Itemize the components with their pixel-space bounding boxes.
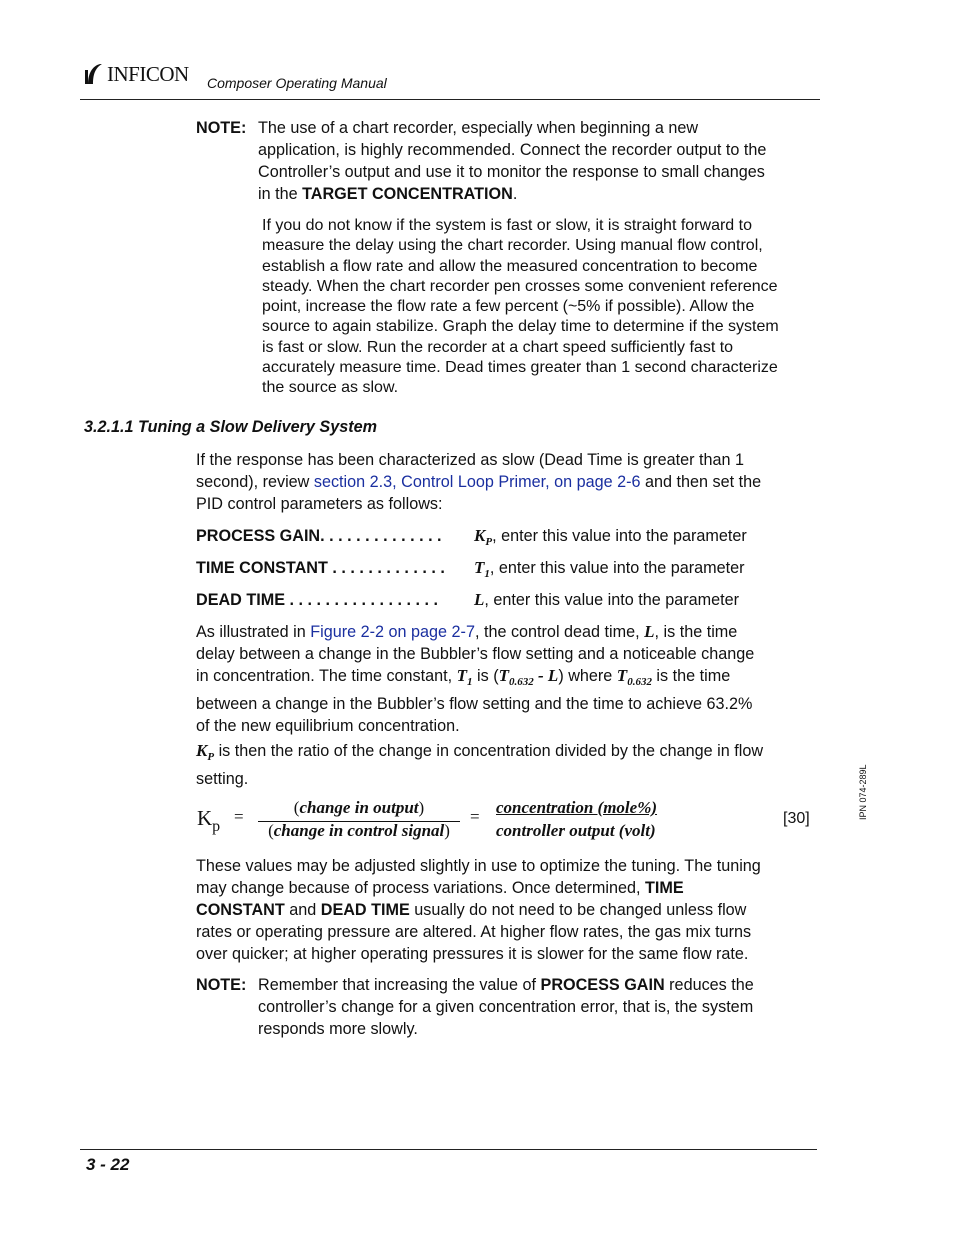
link-control-loop-primer[interactable]: section 2.3, Control Loop Primer, on page 2-6 [313, 473, 641, 491]
page-number: 3 - 22 [86, 1155, 130, 1174]
paragraph-chart-recorder: If you do not know if the system is fast or slow, it is straight forward to measure the delay using the chart recorder. Using manual flow control, establish a flow rate and allow the measured concentration to become steady. When the chart recorder pen crosses some convenient reference point, increase the flow rate a few percent (~5% if possible). Allow the source to again stabilize. Graph the delay time to determine if the system is fast or slow. Run the recorder at a chart speed sufficiently fast to accurately measure time. Dead times greater than 1 second characterize the source as slow. [262, 217, 779, 397]
footer-rule [80, 1149, 817, 1150]
param-dead-time: DEAD TIME . . . . . . . . . . . . . . . . . L, enter this value into the parameter [196, 590, 740, 609]
link-figure-2-2[interactable]: Figure 2-2 on page 2-7 [310, 623, 475, 641]
equation-numerator-1: (change in output) [293, 798, 425, 817]
header-rule [80, 99, 820, 100]
note1-body: The use of a chart recorder, especially when beginning a new application, is highly recommended. Connect the recorder output to the Controller’s output and use it to monitor the response to small changes in the TARGET CONCENTRATION. [258, 119, 767, 203]
equation-equals-2: = [470, 807, 480, 826]
equation-numerator-2: concentration (mole%) [496, 798, 658, 817]
inficon-mark-icon [84, 62, 104, 86]
logo-text: INFICON [107, 61, 189, 86]
section-heading: 3.2.1.1 Tuning a Slow Delivery System [84, 418, 377, 436]
paragraph-dead-time: As illustrated in Figure 2-2 on page 2-7, the control dead time, L, is the time delay between a change in the Bubbler’s flow setting and a noticeable change in concentration. The time constant, $T_1$ is $(T_{0.632} - L)$ where $T_{0.632}$ is the time between a change in the Bubbler’s flow setting and the time to achieve 63.2% of the new equilibrium concentration. [196, 622, 755, 735]
ipn-label: IPN 074-289L [858, 764, 868, 820]
paragraph-tuning-adjustment: These values may be adjusted slightly in use to optimize the tuning. The tuning may change because of process variations. Once determined, TIME CONSTANT and DEAD TIME usually do not need to be changed unless flow rates or operating pressure are altered. At higher flow rates, the gas mix turns over quicker; at higher operating pressures it is slower for the same flow rate. [196, 857, 761, 963]
equation-equals-1: = [234, 807, 244, 826]
equation-denominator-2: controller output (volt) [496, 821, 656, 840]
paragraph-kp-ratio: $K_P$ is then the ratio of the change in concentration divided by the change in flow setting. [196, 741, 764, 788]
param-process-gain: PROCESS GAIN. . . . . . . . . . . . . . $K_P$, enter this value into the parameter [196, 526, 747, 548]
param-time-constant: TIME CONSTANT . . . . . . . . . . . . . $T_1$, enter this value into the parameter [196, 558, 745, 580]
equation-denominator-1: (change in control signal) [268, 821, 450, 840]
note1-label: NOTE: [196, 119, 247, 137]
equation-number: [30] [783, 810, 810, 827]
note2-body: Remember that increasing the value of PROCESS GAIN reduces the controller’s change for a given concentration error, that is, the system responds more slowly. [258, 976, 754, 1038]
inficon-logo [84, 60, 189, 88]
note2-label: NOTE: [196, 976, 247, 994]
manual-title: Composer Operating Manual [207, 75, 387, 91]
paragraph-slow-response: If the response has been characterized as slow (Dead Time is greater than 1 second), review section 2.3, Control Loop Primer, on page 2-6 and then set the PID control parameters as follows: [196, 451, 762, 513]
equation-lhs: $K_p$ [197, 806, 221, 835]
